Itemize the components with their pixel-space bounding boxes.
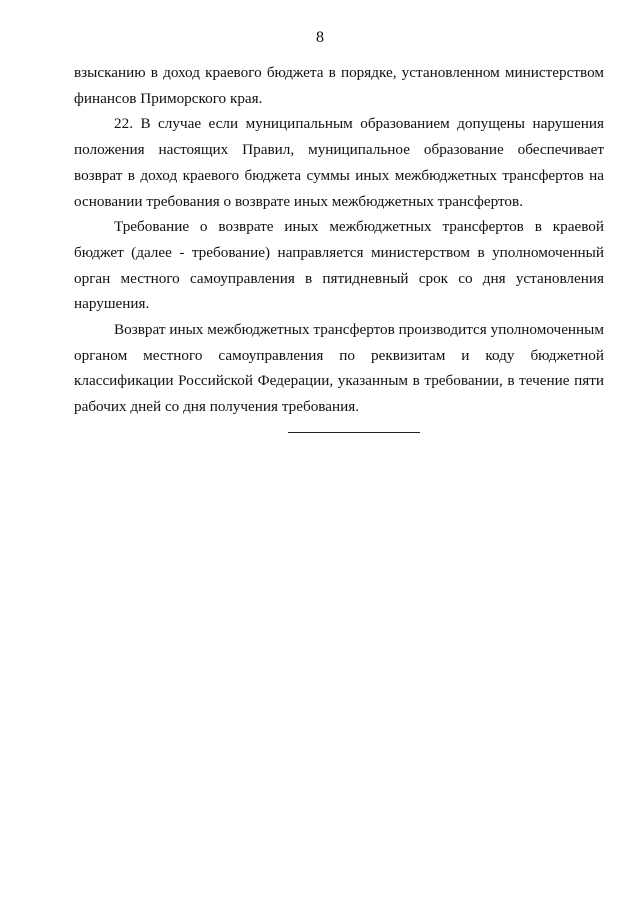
paragraph-continuation: взысканию в доход краевого бюджета в порядке, установленном министерством финансов Приморского края. [74, 64, 604, 107]
paragraph-clause-22: 22. В случае если муниципальным образованием допущены нарушения положения настоящих Правил, муниципальное образование обеспечивает возврат в доход краевого бюджета суммы иных межбюджетных трансфертов на основании требования о возврате иных межбюджетных трансфертов. [74, 115, 604, 210]
end-divider-line [288, 432, 420, 433]
paragraph-requirement: Требование о возврате иных межбюджетных трансфертов в краевой бюджет (далее - требование) направляется министерством в уполномоченный орган местного самоуправления в пятидневный срок со дня установления нарушения. [74, 218, 604, 313]
document-body [74, 60, 604, 420]
page-number: 8 [316, 29, 324, 46]
paragraph-refund: Возврат иных межбюджетных трансфертов производится уполномоченным органом местного самоуправления по реквизитам и коду бюджетной классификации Российской Федерации, указанным в требовании, в течение пяти рабочих дней со дня получения требования. [74, 321, 604, 416]
